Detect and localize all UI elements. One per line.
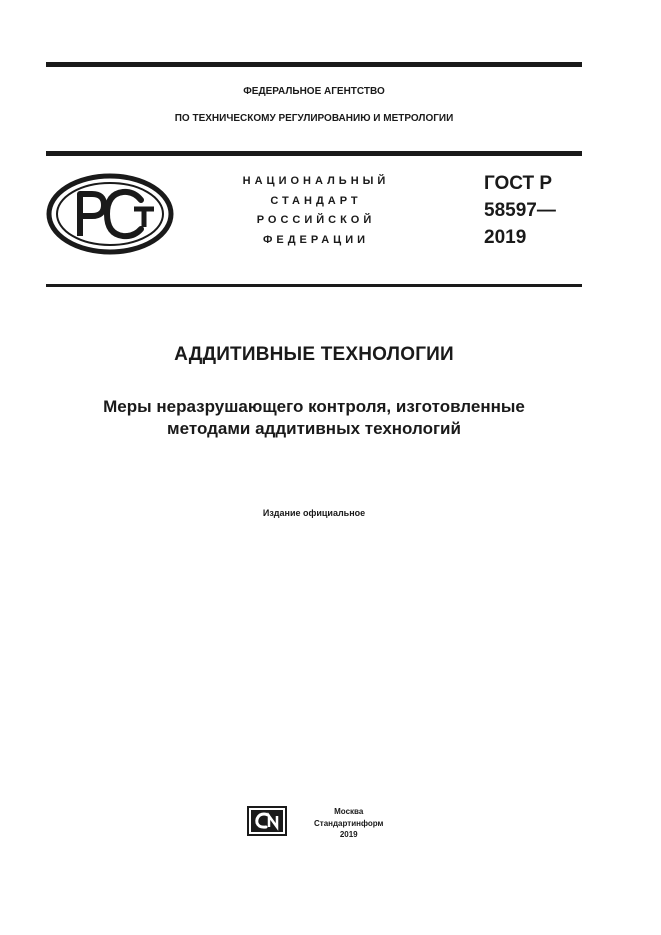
standard-type-line: СТАНДАРТ: [270, 194, 362, 207]
standartinform-logo-icon: [247, 806, 287, 836]
designation-line2: 58597—: [484, 200, 556, 221]
standard-type: [218, 172, 414, 250]
document-title: АДДИТИВНЫЕ ТЕХНОЛОГИИ: [174, 344, 454, 365]
header-rule: [46, 151, 582, 156]
publisher-year: 2019: [339, 830, 358, 839]
agency-name-line1: ФЕДЕРАЛЬНОЕ АГЕНТСТВО: [243, 86, 385, 97]
standard-type-line: НАЦИОНАЛЬНЫЙ: [242, 175, 390, 187]
publisher-info: [314, 806, 383, 841]
subtitle-line1: Меры неразрушающего контроля, изготовленные: [103, 397, 525, 416]
top-rule: [46, 62, 582, 67]
publisher-city: Москва: [334, 807, 364, 816]
designation-line3: 2019: [484, 227, 527, 248]
subtitle-line2: методами аддитивных технологий: [167, 419, 461, 438]
standard-type-line: ФЕДЕРАЦИИ: [262, 233, 370, 246]
designation-line1: ГОСТ Р: [484, 173, 553, 194]
standard-designation: [484, 170, 556, 251]
section-rule: [46, 284, 582, 287]
document-subtitle: [46, 396, 582, 440]
standard-type-line: РОССИЙСКОЙ: [256, 214, 376, 226]
agency-name-line2: ПО ТЕХНИЧЕСКОМУ РЕГУЛИРОВАНИЮ И МЕТРОЛОГИИ: [174, 113, 454, 124]
publisher-name: Стандартинформ: [314, 818, 384, 828]
rst-certification-mark-icon: [46, 172, 174, 256]
edition-label: Издание официальное: [262, 508, 366, 518]
